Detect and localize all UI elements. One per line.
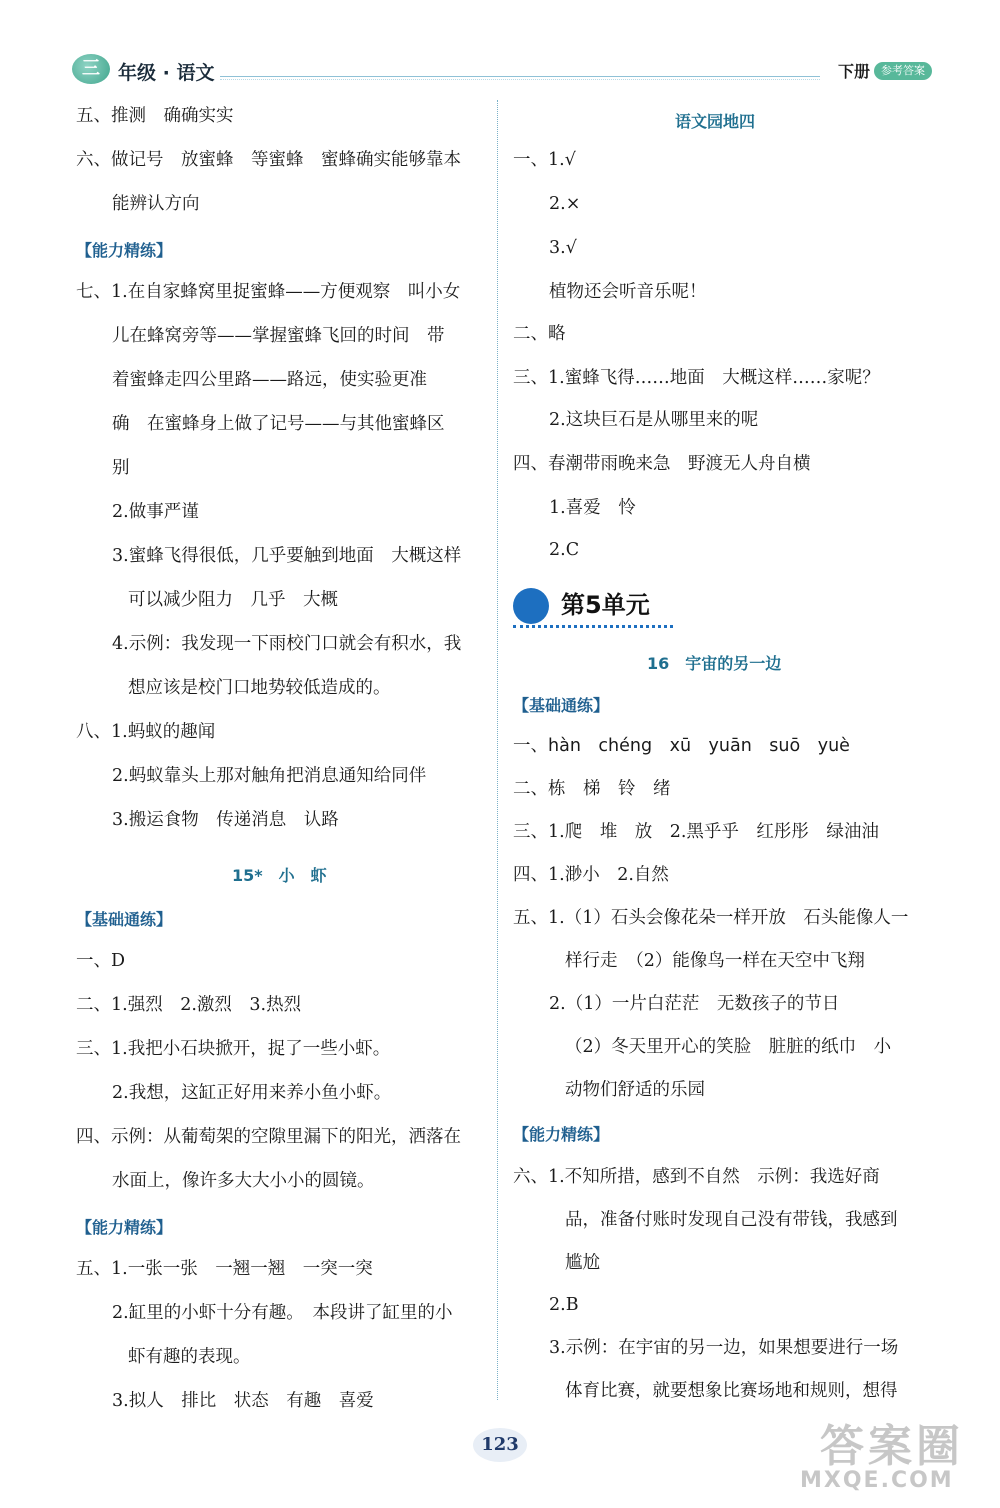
answer-line: 1.喜爱 怜: [549, 498, 636, 518]
answer-line: 3.蜜蜂飞得很低，几乎要触到地面 大概这样: [112, 546, 462, 566]
watermark-logo: 答案圈: [820, 1421, 964, 1472]
header-rule: [220, 76, 820, 77]
section-label-ability: 【能力精练】: [76, 241, 173, 260]
answer-line: 动物们舒适的乐园: [565, 1080, 705, 1100]
answer-tag: 参考答案: [874, 62, 932, 80]
answer-line: 可以减少阻力 几乎 大概: [128, 590, 338, 610]
answer-line: 四、1.渺小 2.自然: [513, 865, 669, 885]
section-title-yuwen-yuandi: 语文园地四: [675, 112, 756, 131]
answer-line: 别: [112, 458, 130, 478]
answer-line: 一、1.√: [513, 150, 576, 170]
answer-line: 2.B: [549, 1295, 579, 1315]
answer-line: 2.我想，这缸正好用来养小鱼小虾。: [112, 1083, 392, 1103]
grade-badge: 三: [72, 54, 110, 84]
unit-underline: [513, 625, 673, 628]
header-rule-dotted: [220, 79, 820, 80]
answer-line: 4.示例：我发现一下雨校门口就会有积水，我: [112, 634, 462, 654]
answer-line: 四、示例：从葡萄架的空隙里漏下的阳光，洒落在: [76, 1127, 461, 1147]
answer-line: 2.×: [549, 194, 581, 214]
page-header: [0, 0, 1000, 95]
watermark-url: MXQE.COM: [800, 1468, 954, 1493]
answer-line: 2.蚂蚁靠头上那对触角把消息通知给同伴: [112, 766, 427, 786]
subject-title: 年级 · 语文: [118, 62, 215, 84]
answer-line: 能辨认方向: [112, 194, 200, 214]
column-divider: [497, 100, 498, 1400]
section-label-ability: 【能力精练】: [513, 1125, 610, 1144]
answer-line: 样行走 （2）能像鸟一样在天空中飞翔: [565, 951, 865, 971]
answer-line: 2.（1）一片白茫茫 无数孩子的节日: [549, 994, 840, 1014]
answer-line: 着蜜蜂走四公里路——路远，使实验更准: [112, 370, 427, 390]
answer-line: 二、略: [513, 324, 566, 344]
unit-marker-icon: [513, 588, 549, 624]
answer-line: 植物还会听音乐呢！: [549, 282, 707, 302]
site-watermark: [790, 1410, 990, 1502]
section-label-basic: 【基础通练】: [513, 696, 610, 715]
answer-line: 三、1.爬 堆 放 2.黑乎乎 红彤彤 绿油油: [513, 822, 879, 842]
answer-line: 确 在蜜蜂身上做了记号——与其他蜜蜂区: [112, 414, 445, 434]
answer-line: 五、1.一张一张 一翘一翘 一突一突: [76, 1259, 373, 1279]
lesson-title-16: 16 宇宙的另一边: [647, 654, 782, 673]
answer-line: 虾有趣的表现。: [128, 1347, 251, 1367]
section-label-ability: 【能力精练】: [76, 1218, 173, 1237]
answer-line: 品，准备付账时发现自己没有带钱，我感到: [565, 1210, 898, 1230]
answer-line: 六、做记号 放蜜蜂 等蜜蜂 蜜蜂确实能够靠本: [76, 150, 461, 170]
answer-line: 儿在蜂窝旁等——掌握蜜蜂飞回的时间 带: [112, 326, 445, 346]
answer-line: 想应该是校门口地势较低造成的。: [128, 678, 391, 698]
answer-line: 三、1.我把小石块掀开，捉了一些小虾。: [76, 1039, 391, 1059]
page-number: 123: [473, 1428, 527, 1462]
answer-line: （2）冬天里开心的笑脸 脏脏的纸巾 小: [565, 1037, 892, 1057]
answer-line: 水面上，像许多大大小小的圆镜。: [112, 1171, 375, 1191]
answer-line: 四、春潮带雨晚来急 野渡无人舟自横: [513, 454, 811, 474]
answer-line: 2.C: [549, 540, 580, 560]
answer-line: 体育比赛，就要想象比赛场地和规则，想得: [565, 1381, 898, 1401]
answer-line: 3.搬运食物 传递消息 认路: [112, 810, 339, 830]
unit-title: 第5单元: [561, 591, 650, 619]
answer-line: 五、1.（1）石头会像花朵一样开放 石头能像人一: [513, 908, 909, 928]
answer-line: 一、D: [76, 951, 126, 971]
answer-line: 五、推测 确确实实: [76, 106, 234, 126]
answer-line: 二、1.强烈 2.激烈 3.热烈: [76, 995, 302, 1015]
answer-line: 三、1.蜜蜂飞得……地面 大概这样……家呢？: [513, 368, 880, 388]
answer-line: 尴尬: [565, 1253, 600, 1273]
pinyin-line: 一、hàn chéng xū yuān suō yuè: [513, 736, 850, 756]
answer-line: 3.拟人 排比 状态 有趣 喜爱: [112, 1391, 374, 1411]
answer-line: 3.√: [549, 238, 577, 258]
section-label-basic: 【基础通练】: [76, 910, 173, 929]
answer-line: 3.示例：在宇宙的另一边，如果想要进行一场: [549, 1338, 899, 1358]
answer-line: 2.缸里的小虾十分有趣。 本段讲了缸里的小: [112, 1303, 453, 1323]
answer-line: 七、1.在自家蜂窝里捉蜜蜂——方便观察 叫小女: [76, 282, 461, 302]
answer-line: 二、栋 梯 铃 绪: [513, 779, 671, 799]
lesson-title-15: 15* 小 虾: [232, 866, 327, 885]
answer-line: 2.这块巨石是从哪里来的呢: [549, 410, 759, 430]
volume-label: 下册: [838, 62, 871, 81]
answer-line: 八、1.蚂蚁的趣闻: [76, 722, 216, 742]
answer-line: 2.做事严谨: [112, 502, 199, 522]
answer-line: 六、1.不知所措，感到不自然 示例：我选好商: [513, 1167, 880, 1187]
